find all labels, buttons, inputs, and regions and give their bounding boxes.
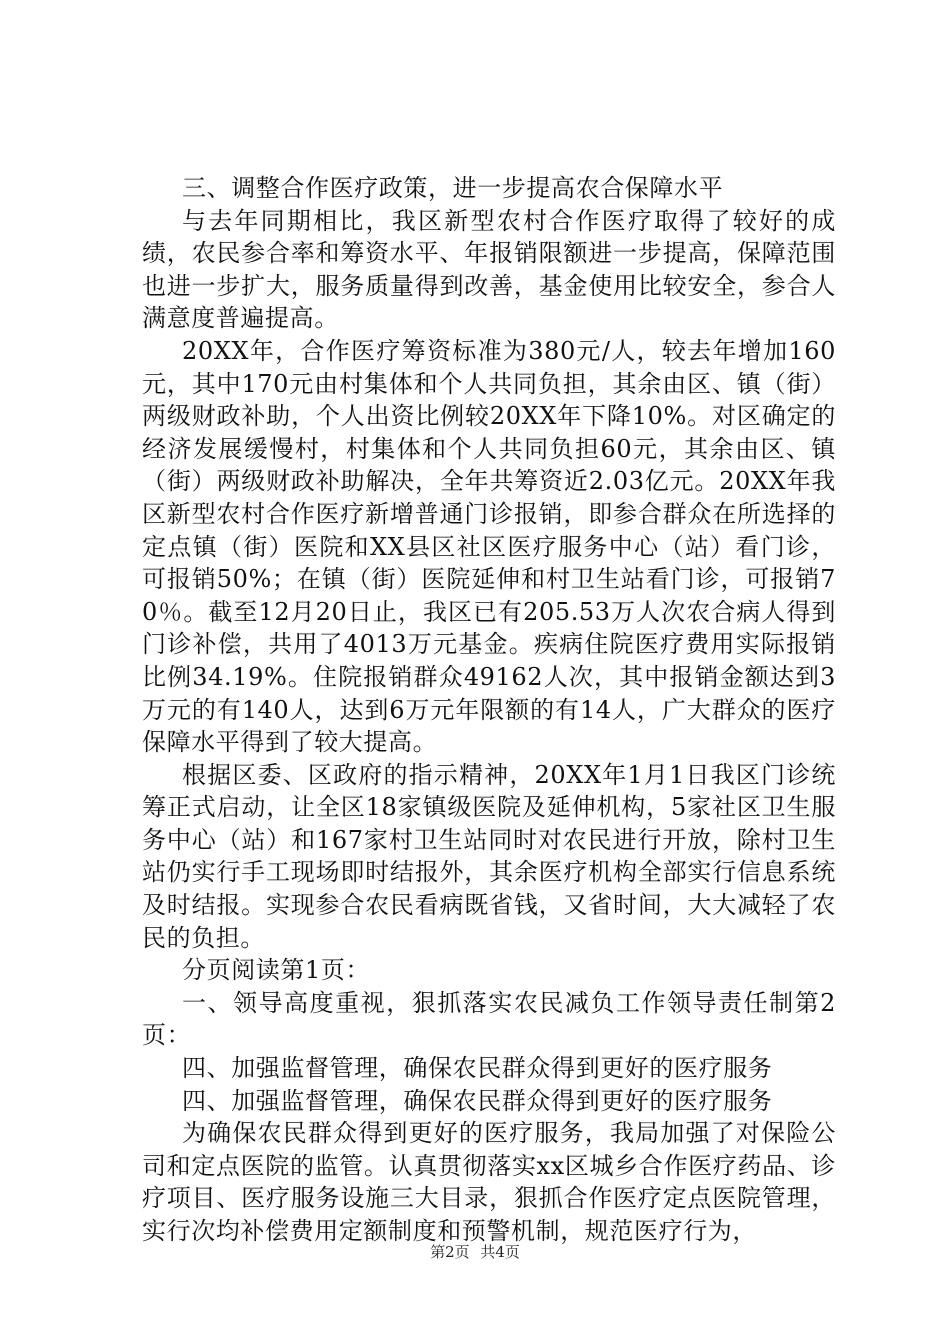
paragraph-funding: 20XX年，合作医疗筹资标准为380元/人，较去年增加160元，其中170元由村集体和个人共同负担，其余由区、镇（街）两级财政补助，个人出资比例较20XX年下降10%。对区确定的经济发展缓慢村，村集体和个人共同负担60元，其余由区、镇（街）两级财政补助解决，全年共筹资近2.03亿元。20XX年我区新型农村合作医疗新增普通门诊报销，即参合群众在所选择的定点镇（街）医院和XX县区社区医疗服务中心（站）看门诊，可报销50%；在镇（街）医院延伸和村卫生站看门诊，可报销70％。截至12月20日止，我区已有205.53万人次农合病人得到门诊补偿，共用了4013万元基金。疾病住院医疗费用实际报销比例34.19%。住院报销群众49162人次，其中报销金额达到3万元的有140人，达到6万元年限额的有14人，广大群众的医疗保障水平得到了较大提高。	[142, 336, 836, 757]
page-nav-item-2: 四、加强监督管理，确保农民群众得到更好的医疗服务	[182, 1054, 773, 1083]
page-footer	[0, 1241, 950, 1262]
section-heading-4: 四、加强监督管理，确保农民群众得到更好的医疗服务	[182, 1086, 773, 1115]
paragraph-supervision: 为确保农民群众得到更好的医疗服务，我局加强了对保险公司和定点医院的监管。认真贯彻落实xx区城乡合作医疗药品、诊疗项目、医疗服务设施三大目录，狠抓合作医疗定点医院管理，实行次均补偿费用定额制度和预警机制，规范医疗行为，	[142, 1119, 836, 1245]
section-heading-3: 三、调整合作医疗政策，进一步提高农合保障水平	[182, 174, 724, 202]
page-number: 第2页	[430, 1243, 470, 1261]
paragraph-outpatient: 根据区委、区政府的指示精神，20XX年1月1日我区门诊统筹正式启动，让全区18家镇级医院及延伸机构，5家社区卫生服务中心（站）和167家村卫生站同时对农民进行开放，除村卫生站仍实行手工现场即时结报外，其余医疗机构全部实行信息系统及时结报。实现参合农民看病既省钱，又省时间，大大减轻了农民的负担。	[142, 760, 836, 952]
page-total: 共4页	[480, 1243, 520, 1261]
page-nav-item-1: 一、领导高度重视，狠抓落实农民减负工作领导责任制第2页：	[142, 988, 836, 1050]
paragraph-summary: 与去年同期相比，我区新型农村合作医疗取得了较好的成绩，农民参合率和筹资水平、年报销限额进一步提高，保障范围也进一步扩大，服务质量得到改善，基金使用比较安全，参合人满意度普遍提高。	[142, 206, 836, 333]
page-nav-label: 分页阅读第1页：	[182, 956, 371, 985]
document-body	[142, 172, 836, 1248]
